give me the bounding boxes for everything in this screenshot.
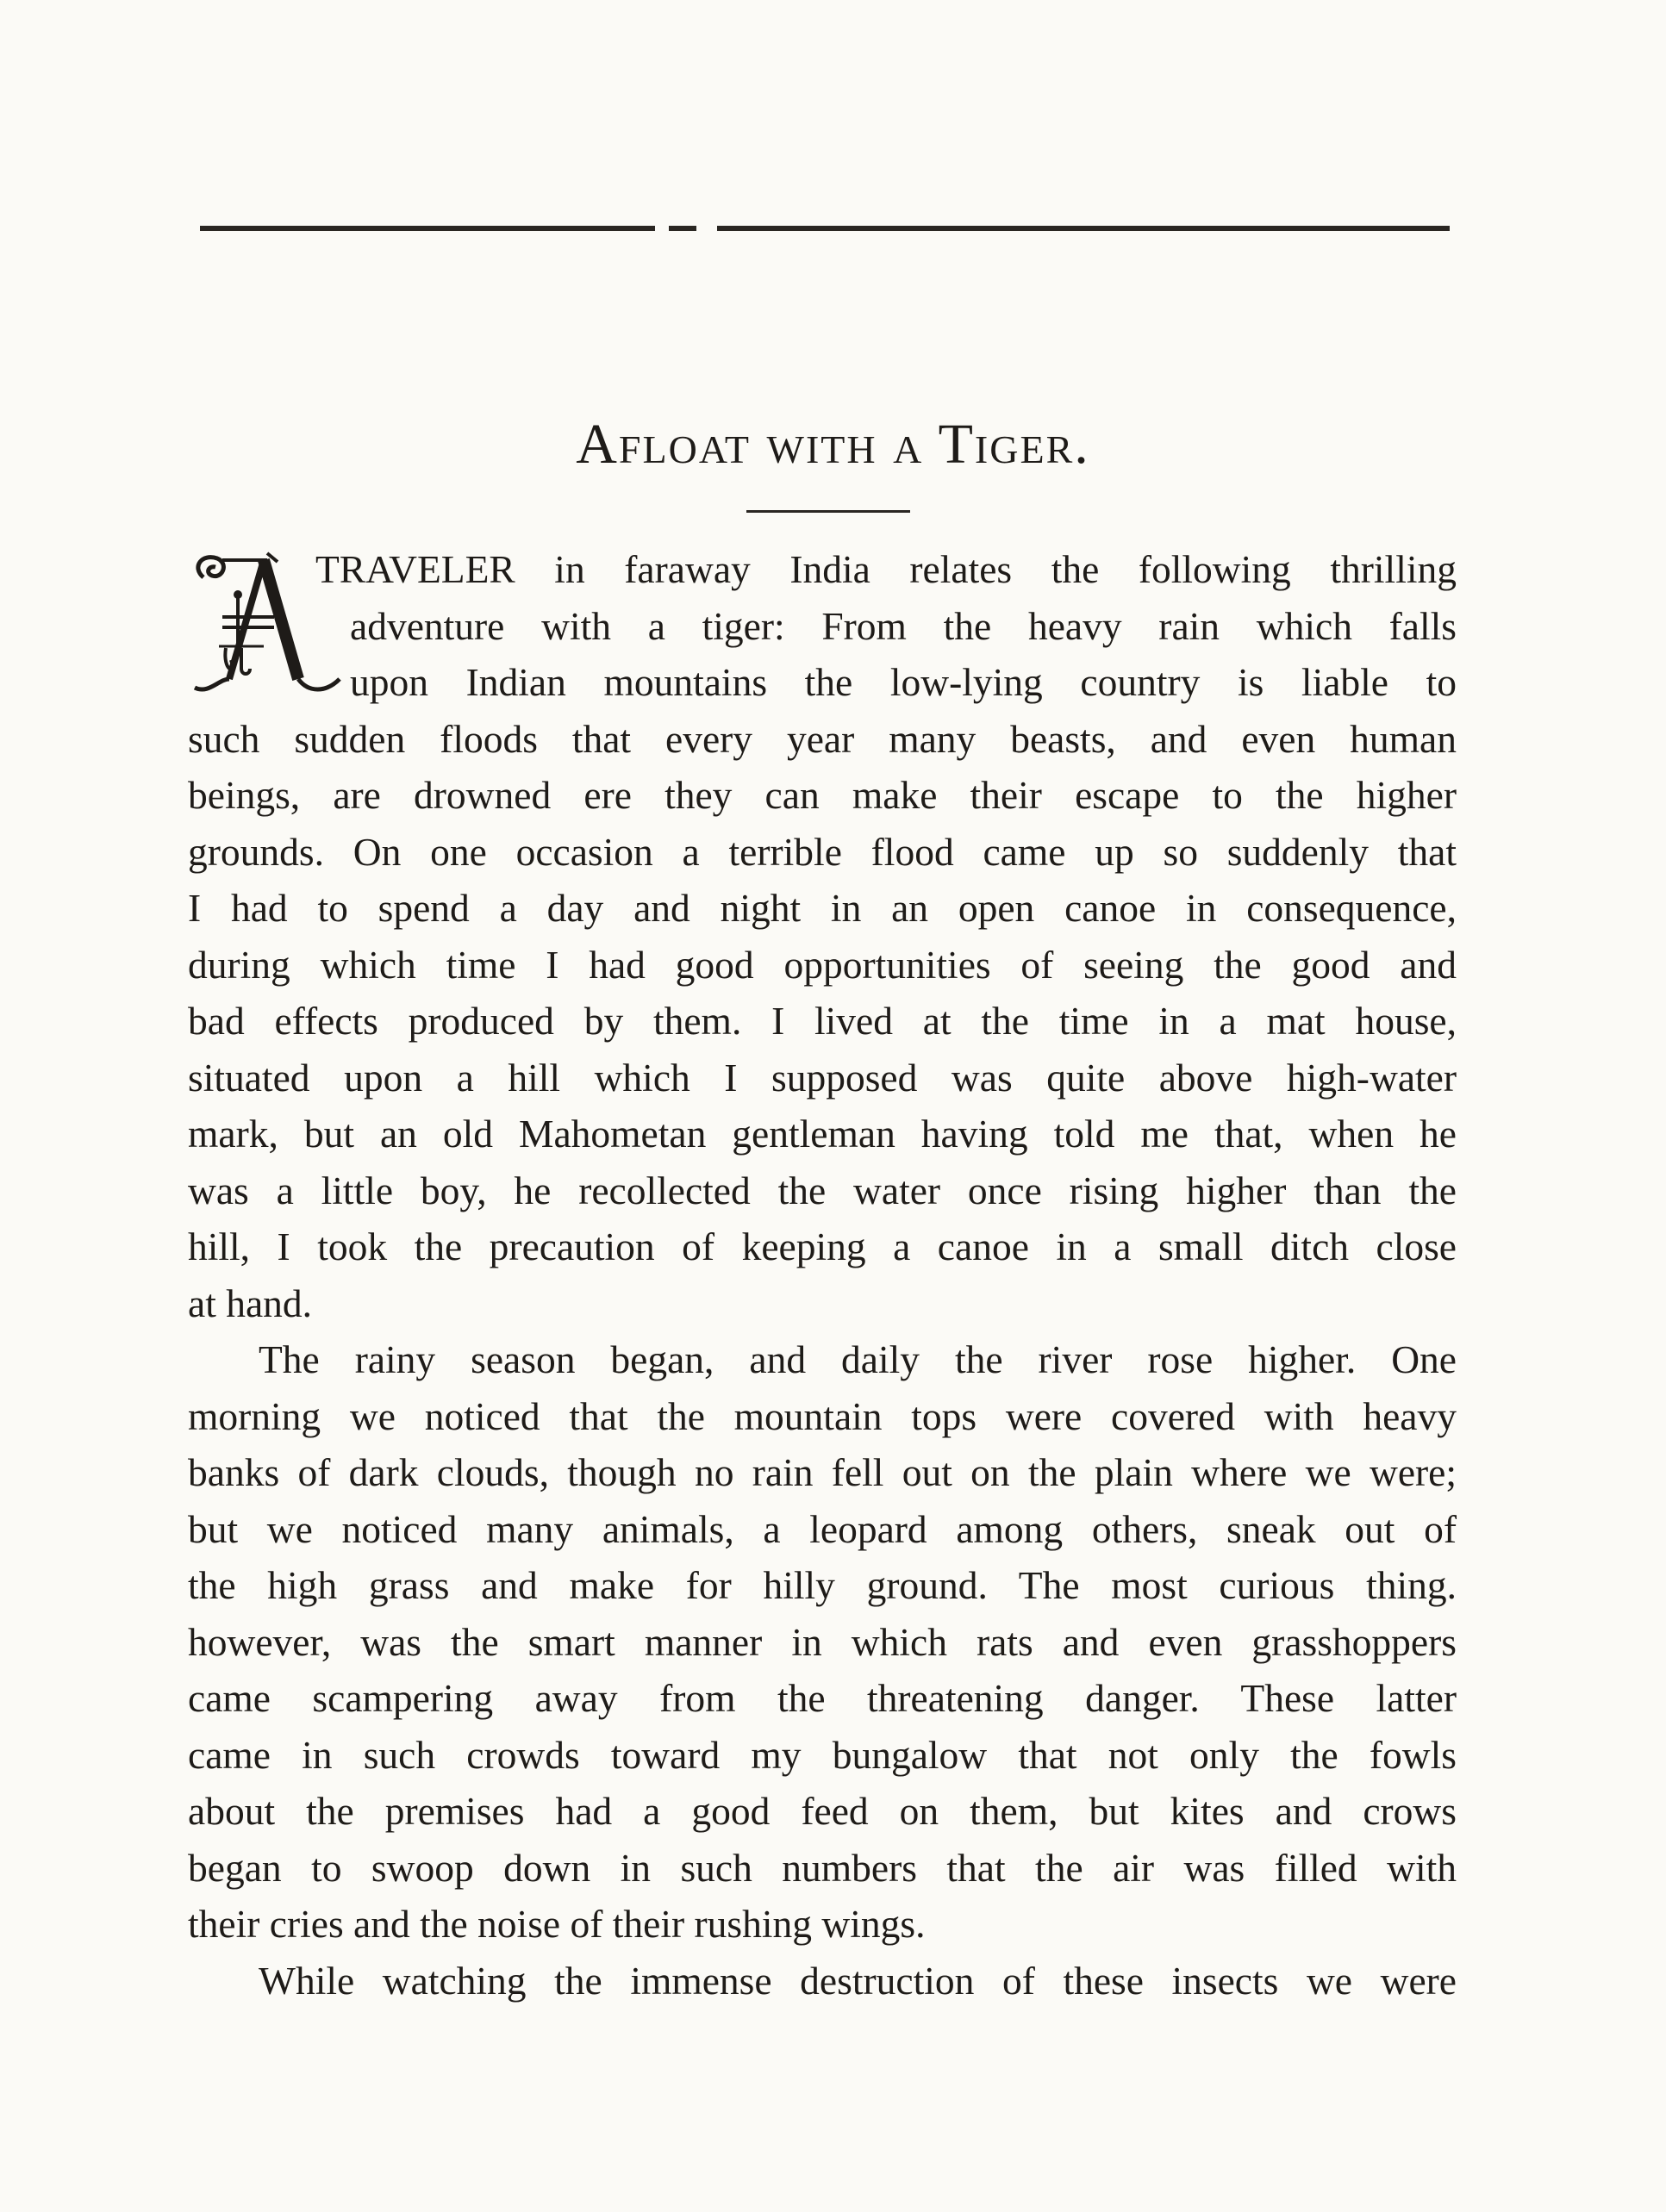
text-line: began to swoop down in such numbers that the air was filled with <box>188 1845 1457 1890</box>
title-rule <box>746 510 910 513</box>
text-line: came in such crowds toward my bungalow that not only the fowls <box>188 1732 1457 1777</box>
text-line: mark, but an old Mahometan gentleman having told me that, when he <box>188 1112 1457 1156</box>
text-line: bad effects produced by them. I lived at the time in a mat house, <box>188 999 1457 1043</box>
text-line: TRAVELER in faraway India relates the following thrilling <box>315 547 1457 591</box>
paragraph <box>188 541 1457 711</box>
text-line: situated upon a hill which I supposed was quite above high-water <box>188 1055 1457 1100</box>
text-line: I had to spend a day and night in an open canoe in consequence, <box>188 886 1457 930</box>
rule-gap <box>655 222 669 233</box>
text-line: upon Indian mountains the low-lying country is liable to <box>350 660 1457 704</box>
text-line: adventure with a tiger: From the heavy rain which falls <box>350 603 1457 648</box>
text-line: hill, I took the precaution of keeping a canoe in a small ditch close <box>188 1224 1457 1268</box>
body-text <box>188 541 1457 2009</box>
text-line: was a little boy, he recollected the water once rising higher than the <box>188 1168 1457 1212</box>
text-line: The rainy season began, and daily the river rose higher. One <box>259 1337 1457 1381</box>
text-line: grounds. On one occasion a terrible flood came up so suddenly that <box>188 829 1457 874</box>
text-line: their cries and the noise of their rushing wings. <box>188 1902 926 1946</box>
text-line: such sudden floods that every year many beasts, and even human <box>188 716 1457 761</box>
page-title: Afloat with a Tiger. <box>576 413 1090 476</box>
text-line: but we noticed many animals, a leopard among others, sneak out of <box>188 1506 1457 1551</box>
text-line: however, was the smart manner in which rats and even grasshoppers <box>188 1619 1457 1664</box>
text-line: about the premises had a good feed on them, but kites and crows <box>188 1789 1457 1833</box>
text-line: banks of dark clouds, though no rain fell out on the plain where we were; <box>188 1450 1457 1494</box>
text-line: beings, are drowned ere they can make their escape to the higher <box>188 773 1457 817</box>
rule-gap <box>696 222 717 233</box>
text-line: morning we noticed that the mountain tops were covered with heavy <box>188 1393 1457 1438</box>
text-line: during which time I had good opportunities of seeing the good and <box>188 942 1457 987</box>
top-rule <box>200 226 1450 231</box>
text-line: came scampering away from the threatening danger. These latter <box>188 1676 1457 1720</box>
text-line: the high grass and make for hilly ground. The most curious thing. <box>188 1563 1457 1607</box>
text-line: at hand. <box>188 1280 313 1325</box>
text-line: While watching the immense destruction of these insects we were <box>259 1958 1457 2003</box>
